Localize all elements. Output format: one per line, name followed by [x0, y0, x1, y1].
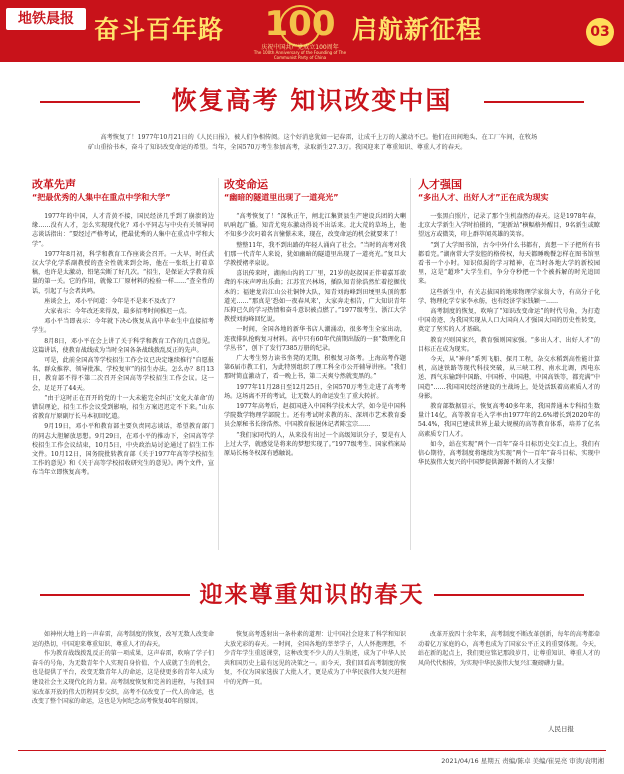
- section-paragraph: “我们家同代的人，从来没有出过一个高级知识分子，要是有人上过大学，就感觉是将来的梦想实现了。”1977级考生、国家档案局原局长杨冬权深有感触说。: [224, 431, 406, 458]
- commentary-column-1: [32, 630, 214, 734]
- article-title-block: [150, 80, 474, 122]
- section-paragraph: “高考恢复了！”深秋正午，闸北江集贤县生产建设兵团的大喇叭响起广播。知青尤宛东激动得说不出话来。北大荒的草场上，他不知多少次叼着名言憧憬未来，现在，改变命运的机会就要来了！: [224, 213, 406, 239]
- section-title: 改革先声: [32, 178, 76, 191]
- section-paragraph: 邓小平当即表示：今年就下决心恢复从高中毕业生中直接招考学生。: [32, 318, 214, 335]
- section-column-2: [224, 178, 406, 558]
- section-paragraph: 教育兴则国家兴，教育强则国家强。“多出人才、出好人才”的目标正在成为现实。: [418, 336, 600, 353]
- section-paragraph: 可是，此前全国高等学校招生工作会议已决定继续推行“自愿报名、群众推荐、领导批准、学校复审”的招生办法。怎么办？8月13日，教育部不得不第二次召开全国高等学校招生工作会议。这一会，足足开了44天。: [32, 357, 214, 392]
- section-paragraph: 1977年8月初，科学和教育工作座谈会召开。一大早，时任武汉大学化学系副教授的查全性就来到会场，他在一张纸上打着草稿，也许是太激动，铅笔尖断了好几次。“招生，是保证大学教育质量的第一关。它的作用，就像工厂原材料的检验一样……”查全性的话，引起了与会者共鸣。: [32, 250, 214, 295]
- section-title: 改变命运: [224, 178, 268, 191]
- section-paragraph: 大家表示：今年改还来得及，最多招考时间推迟一点。: [44, 308, 191, 316]
- section-paragraph: 整整11年，我不到出路的年轻人涌向了社会。“当时的高考对我们那一代青年人来说，犹如幽暗的隧道里出现了一道亮光。”复旦大学教授褚孝泉说。: [224, 241, 406, 268]
- section-title: 人才强国: [418, 178, 462, 191]
- title-deco-line-right: [484, 101, 584, 103]
- slogan-right: 启航新征程: [352, 15, 483, 44]
- section-paragraph: 这些新生中，有关志拔国的地球物理学家翁大寺，有高分子化学、物理化学专家李永舫，也有经济学家钱颖一……: [418, 288, 600, 305]
- section-paragraph: 喜讯传来时，湖南山沟的工厂里，21岁的赵叔国正伴着嘉耳欲聋的车床声哼出乐曲；江苏宜兴林场，插队知青徐浩然忙着挖掘伐木的；福建龙岩江山公社铜钟大队，知青刘海峰到田埂里头顶的那道光……“那真是‘恐如一夜春风来’，大家奔走相告，广大知识青年压抑已久的学习热情和奋斗意识被点燃了。”1977级考生、浙江大学教授刘海峰回忆说。: [224, 270, 406, 324]
- commentary-title: 迎来尊重知识的春天: [199, 582, 425, 608]
- section-paragraph: 1977年的中国，人才青黄不接，国民经济几乎到了崩溃的边缘……没有人才，怎么实现现代化？邓小平同志与中央有关领导同志谈话指出：“要经过严格考试，把最优秀的人集中在重点中学和大学”。: [32, 213, 214, 248]
- brand-logo: [6, 8, 86, 30]
- section-subtitle: “多出人才、出好人才”正在成为现实: [418, 193, 549, 202]
- section-paragraph: 9月19日，邓小平和教育部主要负责同志谈话，希望教育部门的同志大胆解放思想。9月29日，在邓小平的推动下，全国高等学校招生工作会议结束，10月5日，中央政治局讨论通过了招生工作文件。10月12日，国务院批转教育部《关于1977年高等学校招生工作的意见》和《关于高等学校招收研究生的意见》。两个文件，宣布当年立即恢复高考。: [32, 423, 214, 477]
- section-paragraph: 一张黑白照片，记录了那个生机盎然的春天。这是1978年春，北京大学新生入学时拍摄的，“迎新站”横幅格外醒目，9名新生或瞭望远方或微笑，印上群萃闻英雄的笑容。: [418, 213, 600, 239]
- section-subtitle: “把最优秀的人集中在重点中学和大学”: [32, 193, 171, 202]
- header-banner: [0, 0, 624, 62]
- section-paragraph: “到了大学图书馆，古今中外什么书都有，真想一下子把所有书都看完。”湖南常大学发腔的格传权，每天都睡晚餐怎样在图书馆里看书一个小时。知识似渴的学习精神，在当时各地大学的新校园里，这是“超珍”大学生们，争分夺秒把一个个被拆解的时光追回来。: [418, 241, 600, 286]
- section-paragraph: 今天，从“神舟”系列飞船、探月工程，杂交水稻到高性能计算机，高速铁路等现代科技突破，从三峡工程、南水北调，西电东送、西气东输到中国路、中国桥、中国港，中国高铁等，都充满“中国造”……我国国民经济建设的主战场上，处处活跃着高素质人才的身影。: [418, 356, 600, 400]
- article-title: 恢复高考 知识改变中国: [171, 86, 453, 115]
- commentary-paragraph: 作为教育战线拨乱反正的第一项成果，这声春雷，吹响了学子们奋斗的号角，为无数青年个人实现自身价值、个人成就了生的机会，也是提供了平台，改变无数青年人的命运，这是使更多的青年人成为建设社会主义现代化的力量。高考制度恢复和完善的进程，与我们国家改革开放的伟大历程同步交织，高考不仅改变了一代人的命运，也改变了整个国家的命运，这也是为何纪念高考恢复40年的原因。: [32, 650, 214, 706]
- section-paragraph: 高考制度的恢复，吹响了“知识改变命运”的时代号角，为打造中国奇迹、为我国实现从人口大国向人才强国大国的历史性转变，奠定了坚实的人才基础。: [418, 308, 600, 334]
- section-paragraph: 1977年11月28日至12月25日，全国570万考生走进了高考考场。这场离不开的考试，让无数人的命运发生了重大转折。: [224, 383, 406, 400]
- commentary-paragraph: 恢复高考透射出一条朴素的道理：让中国社会迎来了科学和知识大放光彩的春天。一时间，全国各地的莘莘学子，人人怀抱理想，不少青年学生重返课堂，这种改变不少人的人生轨迹，成为了中华人民共和国历史上最有远见的决策之一。而今天，我们回看高考制度的恢复，不仅为国家选拔了大批人才，更是成为了中华民族伟大复兴进程中的光辉一页。: [224, 631, 406, 686]
- column-divider: [410, 178, 411, 550]
- title-deco-line-left: [40, 101, 140, 103]
- commentary-column-3: [418, 630, 600, 734]
- centenary-emblem: [252, 4, 348, 60]
- commentary-paragraph: 改革开放四十余年来，高考制度不断改革创新，每年的高考都牵动着亿万家庭的心，高考也成为了国家公平正义的重要体现。今天，站在新的起点上，我们更应铭记那段岁月，让尊重知识、尊重人才的风尚代代相传，为实现中华民族伟大复兴汇聚磅礴力量。: [418, 631, 600, 667]
- footer-rule: [18, 750, 606, 751]
- page-number-badge: 03: [586, 18, 614, 46]
- section-paragraph: 广大考生努力读书坐凳的无期，积极复习备考。上海高考作题第6届市教工们，为此特别组织了理工科全市公开辅导讲座。“我们那时简直激动了，看一晚上书，第二天爽兮然就变黑的。”: [224, 355, 406, 381]
- column-divider: [218, 178, 219, 550]
- section-column-1: [32, 178, 214, 558]
- emblem-caption-en: The 100th Anniversary of the Founding of The Communist Party of China: [253, 50, 347, 60]
- article-lead: 高考恢复了！1977年10月21日的《人民日报》，被人们争相传阅。这个好消息犹如一记春雷，让成千上万的人激动不已。他们在田间地头、在工厂车间，在牧场矿山重拾书本，奋斗了知识改变命运的希望。当年，全国570万考生参加高考，录取新生27.3万。我国迎来了尊重知识、尊重人才的春天。: [88, 134, 538, 151]
- section-column-3: [418, 178, 600, 558]
- section-paragraph: 教育部数据显示，恢复高考40多年来，我国普通本专科招生数量计14亿，高等教育毛入学率由1977年的2.6%增长到2020年的54.4%，我国已建成世界上最大规模的高等教育体系，培养了亿名高素质专门人才。: [418, 403, 600, 438]
- commentary-column-2: [224, 630, 406, 734]
- section-paragraph: 座谈会上，邓小平问道：今年是不是来不及改了？: [44, 297, 179, 305]
- section-paragraph: 1977年高考后，赵叔国进入中国科学技术大学，如今是中国科学院数学物理学部院士。还有考试时求教的东、深圳市艺术教育委员会原秘书长徐浩然、中国教育报退休记者陈宝宗……: [224, 403, 406, 429]
- section-paragraph: 一时间，全国各地的新华书店人潮涌动，很多考生全家出动，连夜排队抢购复习材料。高中只有60年代前期出版的一套“数理化自学丛书”，创下了发行7385万册的纪录。: [224, 326, 406, 352]
- slogan-left: 奋斗百年路: [94, 15, 225, 44]
- section-paragraph: “由于这时正在召开的党的十一大未能完全纠正‘文化大革命’的错误理论，招生工作会议受到影响，招生方案迟迟定不下来。”山东省教育厅原副厅长马本初回忆道。: [32, 394, 214, 421]
- emblem-number: 100: [264, 4, 336, 44]
- section-subtitle: “幽暗的隧道里出现了一道亮光”: [224, 193, 339, 202]
- section-paragraph: 8月8日，邓小平在会上讲了关于科学和教育工作的几点意见。这篇讲话，使教育战线成为当时全国各条战线拨乱反正的先声。: [32, 337, 214, 354]
- brand-name: 地铁晨报: [18, 11, 74, 27]
- commentary-paragraph: 如神州大地上的一声春雷，高考制度的恢复，改写无数人改变命运的热切，中国迎来尊重知识、尊重人才的春天。: [32, 631, 214, 648]
- section-paragraph: 如今，站在实现“两个一百年”奋斗目标历史交汇点上，我们有信心期待，高考制度将继续为实现“两个一百年”奋斗目标、实现中华民族伟大复兴的中国梦提供源源不断的人才支撑！: [418, 440, 600, 467]
- commentary-source: 人民日报: [548, 725, 574, 733]
- emblem-caption-cn: 庆祝中国共产党成立100周年: [261, 44, 339, 51]
- footer-credits: 2021/04/16 星期五 责编/陈卓 美编/崔晃亮 审读/袁明湘: [441, 757, 604, 765]
